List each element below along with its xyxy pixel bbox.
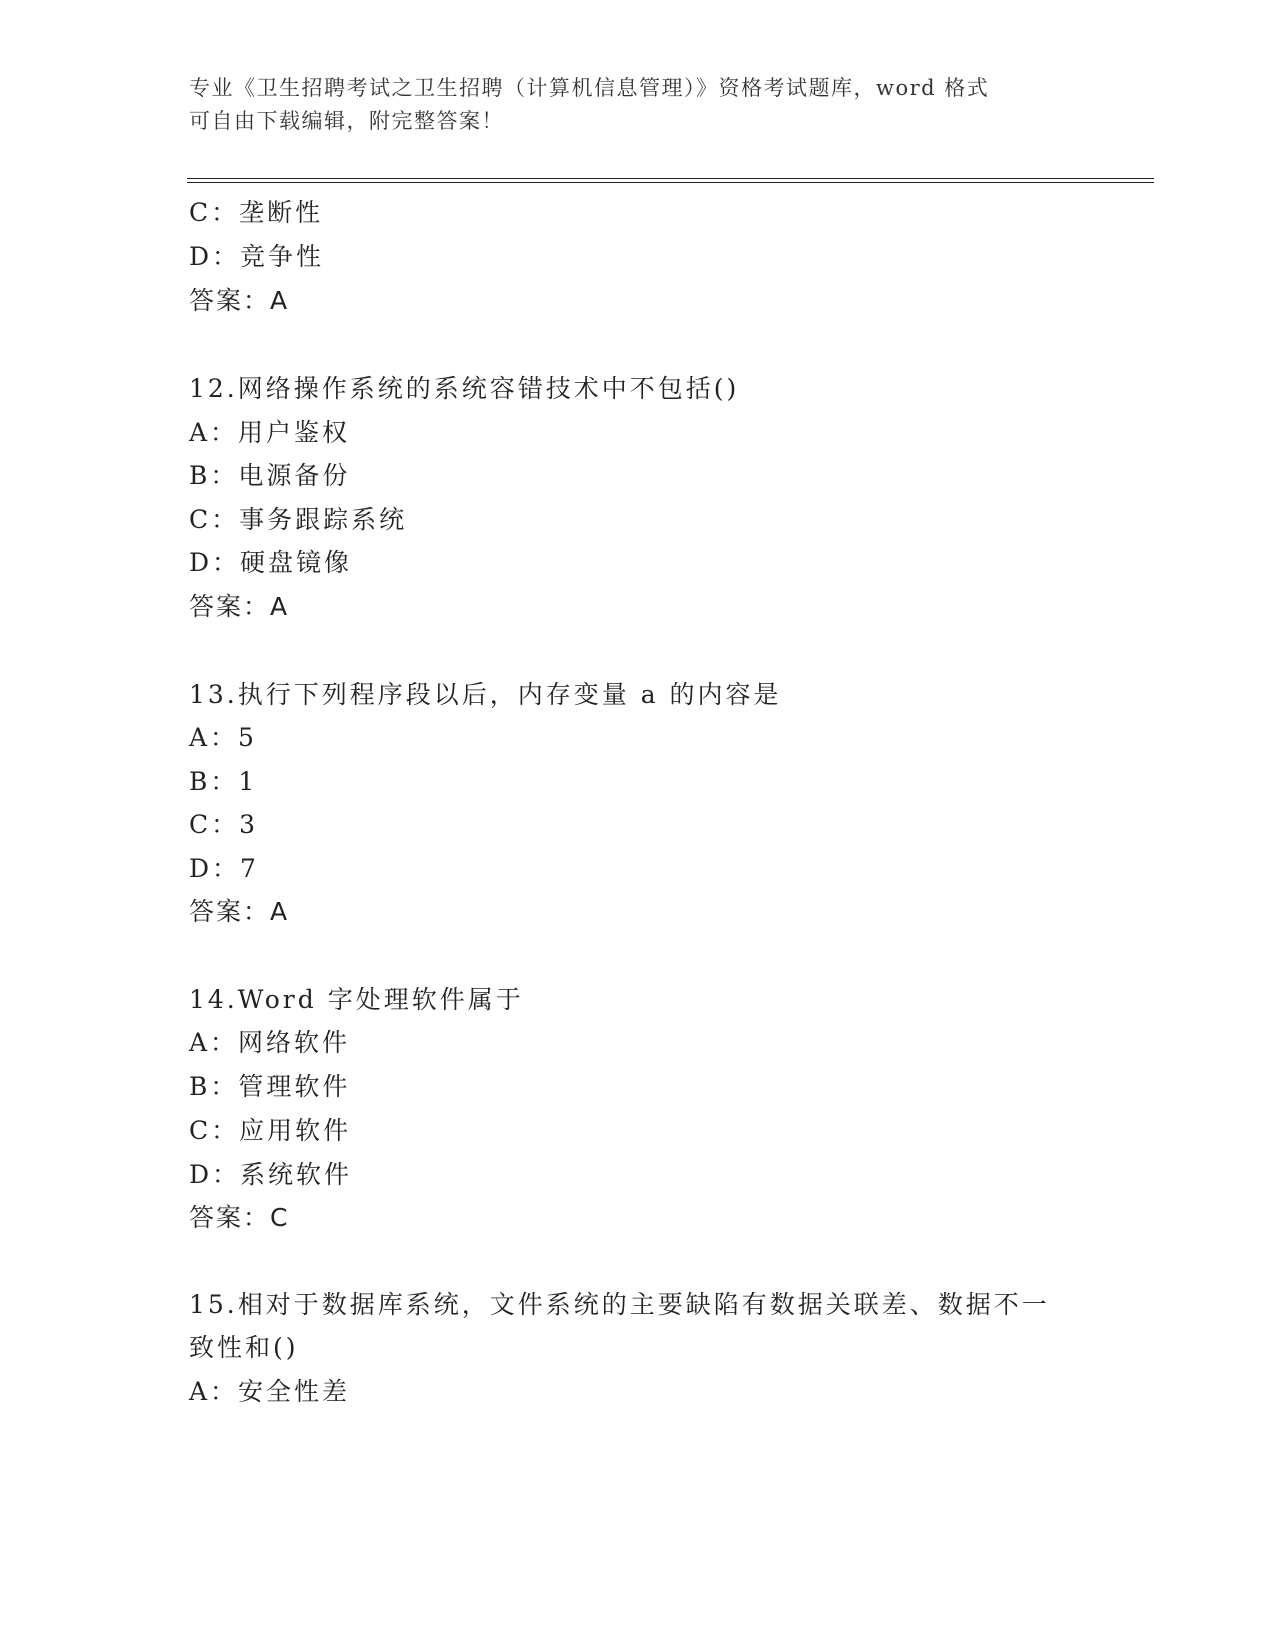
header-line-1: 专业《卫生招聘考试之卫生招聘（计算机信息管理）》资格考试题库，word 格式 <box>189 76 990 100</box>
header-line-2: 可自由下载编辑，附完整答案！ <box>189 109 504 133</box>
q11-option-d: D：竞争性 <box>189 242 325 271</box>
q15-question-line-1: 15.相对于数据库系统，文件系统的主要缺陷有数据关联差、数据不一 <box>189 1290 1050 1319</box>
q12-option-a: A：用户鉴权 <box>189 418 351 447</box>
q12-option-b: B：电源备份 <box>189 461 351 490</box>
q13-option-d: D：7 <box>189 854 259 883</box>
q13-question: 13.执行下列程序段以后，内存变量 a 的内容是 <box>189 680 782 709</box>
q14-option-d: D：系统软件 <box>189 1160 353 1189</box>
q11-answer: 答案：A <box>189 286 290 315</box>
q13-option-c: C：3 <box>189 810 259 839</box>
q14-question: 14.Word 字处理软件属于 <box>189 985 524 1014</box>
q14-option-a: A：网络软件 <box>189 1028 351 1057</box>
q12-option-c: C：事务跟踪系统 <box>189 505 408 534</box>
q12-answer: 答案：A <box>189 592 290 621</box>
header-divider-bottom <box>187 182 1154 183</box>
q13-option-b: B：1 <box>189 767 258 796</box>
q12-option-d: D：硬盘镜像 <box>189 548 353 577</box>
q13-answer: 答案：A <box>189 897 290 926</box>
document-header <box>189 72 1089 138</box>
q15-option-a: A：安全性差 <box>189 1377 351 1406</box>
q11-option-c: C：垄断性 <box>189 198 324 227</box>
q15-question-line-2: 致性和() <box>189 1333 299 1362</box>
q13-option-a: A：5 <box>189 723 257 752</box>
q14-answer: 答案：C <box>189 1203 290 1232</box>
q14-option-b: B：管理软件 <box>189 1072 351 1101</box>
q14-option-c: C：应用软件 <box>189 1116 352 1145</box>
header-divider-top <box>187 178 1154 179</box>
q12-question: 12.网络操作系统的系统容错技术中不包括() <box>189 374 740 403</box>
